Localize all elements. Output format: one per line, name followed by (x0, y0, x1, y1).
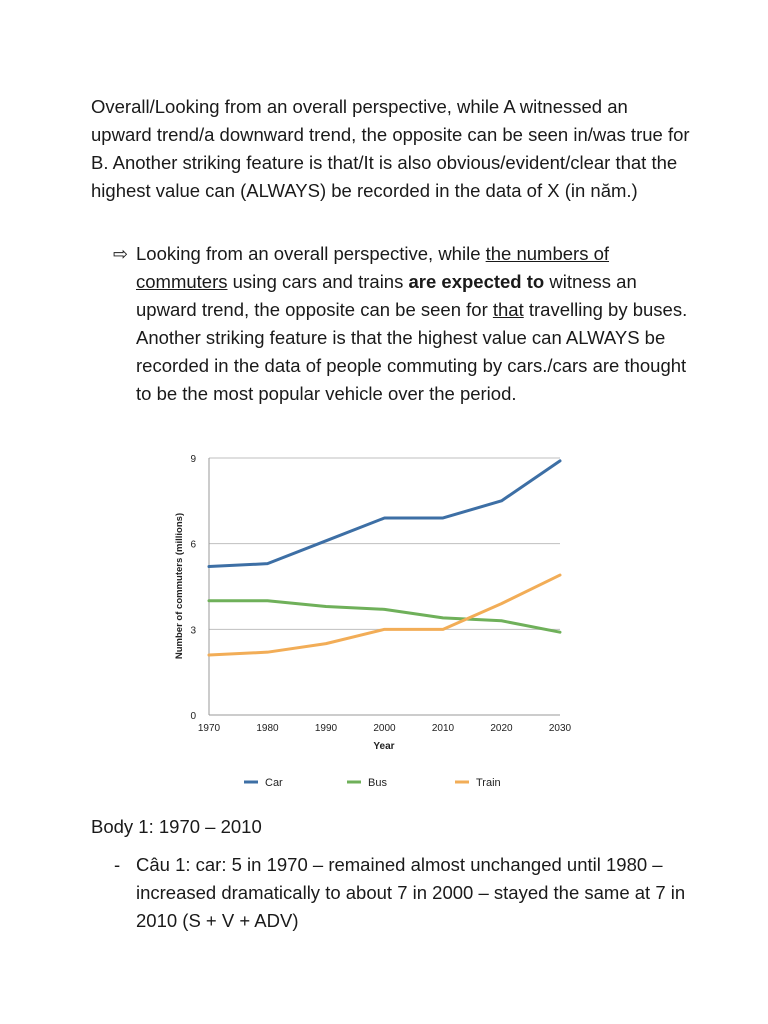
example-text: Looking from an overall perspective, while (136, 243, 486, 264)
example-text: travelling by buses. Another striking feature is that the highest value can ALWAYS be recorded in the data of people commuting by cars./cars are thought to be the most popular vehicle over the period. (136, 299, 688, 404)
series-line-train (209, 575, 560, 655)
y-tick-labels (190, 454, 196, 722)
series-line-car (209, 461, 560, 567)
bold-phrase: are expected to (408, 271, 545, 292)
y-tick-label: 3 (190, 625, 196, 637)
x-tick-label: 1980 (256, 723, 279, 734)
x-tick-label: 2010 (431, 723, 455, 734)
example-text: witness an upward trend, the opposite can be seen for (136, 271, 637, 320)
x-tick-labels (198, 723, 572, 734)
legend-label-car: Car (265, 777, 283, 789)
y-tick-label: 0 (190, 711, 196, 722)
example-paragraph (136, 240, 696, 408)
x-tick-label: 2030 (548, 723, 572, 734)
series-line-bus (209, 601, 560, 632)
chart-series-lines (209, 461, 560, 655)
x-tick-label: 2020 (490, 723, 513, 734)
x-tick-label: 1970 (197, 723, 221, 734)
x-tick-label: 1990 (314, 723, 338, 734)
underlined-phrase: the numbers of commuters (136, 243, 610, 292)
arrow-bullet-icon: ⇨ (113, 244, 129, 264)
chart-legend (244, 777, 501, 789)
y-tick-label: 6 (190, 539, 196, 551)
body-sentence: Câu 1: car: 5 in 1970 – remained almost unchanged until 1980 – increased dramatically to about 7 in 2000 – stayed the same at 7 in 2010 (S + V + ADV) (136, 854, 686, 931)
x-tick-label: 2000 (373, 723, 396, 734)
y-tick-label: 9 (190, 454, 196, 465)
dash-bullet: - (114, 854, 121, 875)
x-axis-label: Year (373, 741, 395, 752)
example-text: using cars and trains (227, 271, 409, 292)
y-axis-label: Number of commuters (millions) (174, 512, 185, 660)
section-heading: Body 1: 1970 – 2010 (91, 816, 262, 837)
underlined-word: that (492, 299, 524, 320)
intro-paragraph: Overall/Looking from an overall perspective, while A witnessed an upward trend/a downward trend, the opposite can be seen in/was true for B. Another striking feature is that/It is also obvious/evident/clear that the highest value can (ALWAYS) be recorded in the data of X (in năm.) (91, 96, 690, 201)
line-chart (160, 445, 590, 805)
legend-label-bus: Bus (368, 777, 387, 789)
legend-label-train: Train (476, 777, 501, 789)
